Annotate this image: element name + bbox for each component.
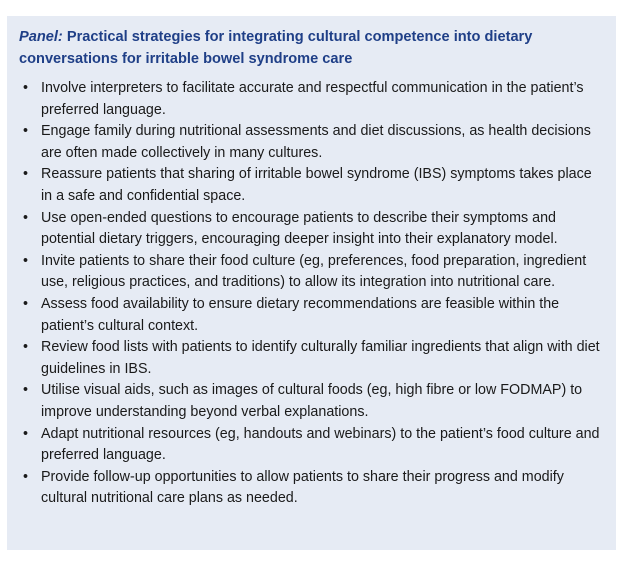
list-item — [19, 294, 606, 337]
list-item-text: Engage family during nutritional assessments and diet discussions, as health decisions are often made collectively in many cultures. — [41, 123, 591, 161]
list-item-text: Utilise visual aids, such as images of cultural foods (eg, high fibre or low FODMAP) to improve understanding beyond verbal explanations. — [41, 382, 583, 420]
list-item — [19, 78, 606, 121]
list-item — [19, 337, 606, 380]
list-item — [19, 380, 606, 423]
bullet-icon: • — [23, 123, 29, 140]
panel-title — [19, 26, 606, 70]
list-item-text: Use open-ended questions to encourage patients to describe their symptoms and potential dietary triggers, encouraging deeper insight into their explanatory model. — [41, 209, 558, 248]
bullet-icon: • — [23, 209, 29, 226]
bullet-icon: • — [23, 295, 29, 312]
list-item-text: Invite patients to share their food culture (eg, preferences, food preparation, ingredient use, religious practices, and traditions) to allow its integration into nutritional care. — [41, 252, 587, 291]
bullet-icon: • — [23, 468, 29, 485]
list-item-text: Adapt nutritional resources (eg, handouts and webinars) to the patient’s food culture and preferred language. — [41, 425, 600, 464]
panel-title-text: Practical strategies for integrating cultural competence into dietary conversations for irritable bowel syndrome care — [19, 29, 533, 67]
bullet-icon: • — [23, 425, 29, 442]
list-item-text: Provide follow-up opportunities to allow patients to share their progress and modify cultural nutritional care plans as needed. — [41, 468, 564, 507]
list-item — [19, 467, 606, 510]
list-item — [19, 251, 606, 294]
list-item — [19, 208, 606, 251]
bullet-icon: • — [23, 382, 29, 399]
bullet-icon: • — [23, 80, 29, 96]
bullet-icon: • — [23, 166, 29, 183]
panel-box — [7, 16, 616, 550]
list-item-text: Reassure patients that sharing of irritable bowel syndrome (IBS) symptoms takes place in a safe and confidential space. — [41, 166, 592, 204]
panel-title-label: Panel: — [19, 29, 63, 45]
list-item — [19, 164, 606, 207]
bullet-icon: • — [23, 339, 29, 356]
list-item — [19, 121, 606, 164]
list-item-text: Review food lists with patients to identify culturally familiar ingredients that align with diet guidelines in IBS. — [41, 339, 600, 377]
list-item — [19, 424, 606, 467]
list-item-text: Assess food availability to ensure dietary recommendations are feasible within the patient’s cultural context. — [41, 295, 560, 334]
strategy-list — [19, 78, 606, 510]
list-item-text: Involve interpreters to facilitate accurate and respectful communication in the patient’s preferred language. — [41, 80, 584, 118]
bullet-icon: • — [23, 252, 29, 269]
